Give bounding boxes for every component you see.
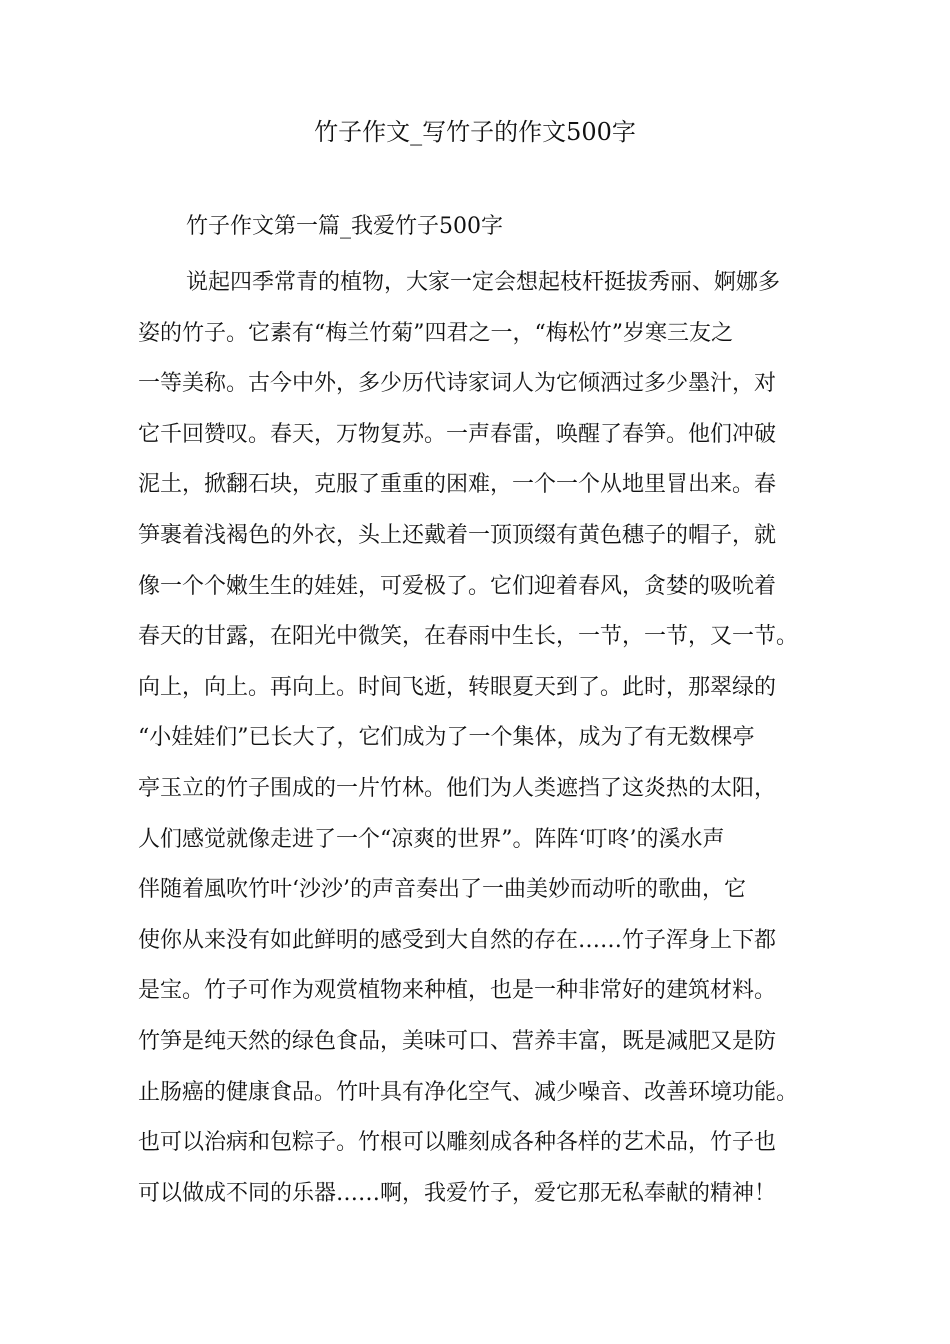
- essay-paragraph: [138, 258, 838, 1219]
- paragraph-line: 是宝。竹子可作为观赏植物来种植，也是一种非常好的建筑材料。: [138, 978, 777, 1004]
- paragraph-line: 使你从来没有如此鲜明的感受到大自然的存在……竹子浑身上下都: [138, 927, 777, 953]
- paragraph-line: 人们感觉就像走进了一个“凉爽的世界”。阵阵‘叮咚’的溪水声: [138, 826, 725, 852]
- paragraph-line: 竹笋是纯天然的绿色食品，美味可口、营养丰富，既是减肥又是防: [138, 1028, 777, 1054]
- paragraph-line: “小娃娃们”已长大了，它们成为了一个集体，成为了有无数棵亭: [138, 725, 755, 751]
- paragraph-line: 伴随着風吹竹叶‘沙沙’的声音奏出了一曲美妙而动听的歌曲，它: [138, 877, 746, 903]
- paragraph-line: 向上，向上。再向上。时间飞逝，转眼夏天到了。此时，那翠绿的: [138, 674, 777, 700]
- paragraph-line: 泥土，掀翻石块，克服了重重的困难，一个一个从地里冒出来。春: [138, 472, 777, 498]
- paragraph-line: 亭玉立的竹子围成的一片竹林。他们为人类遮挡了这炎热的太阳，: [138, 775, 777, 801]
- paragraph-line: 姿的竹子。它素有“梅兰竹菊”四君之一，“梅松竹”岁寒三友之: [138, 320, 733, 346]
- paragraph-line: 一等美称。古今中外，多少历代诗家词人为它倾洒过多少墨汁，对: [138, 371, 777, 397]
- paragraph-line: 可以做成不同的乐器……啊，我爱竹子，爱它那无私奉献的精神！: [138, 1180, 777, 1206]
- paragraph-line: 也可以治病和包粽子。竹根可以雕刻成各种各样的艺术品，竹子也: [138, 1130, 777, 1156]
- paragraph-line: 它千回赞叹。春天，万物复苏。一声春雷，唤醒了春笋。他们冲破: [138, 421, 777, 447]
- paragraph-line: 说起四季常青的植物，大家一定会想起枝杆挺拔秀丽、婀娜多: [186, 270, 781, 295]
- paragraph-line: 春天的甘露，在阳光中微笑，在春雨中生长，一节，一节，又一节。: [138, 624, 799, 650]
- paragraph-line: 止肠癌的健康食品。竹叶具有净化空气、减少噪音、改善环境功能。: [138, 1079, 799, 1105]
- section-heading: 竹子作文第一篇_我爱竹子500字: [186, 214, 503, 239]
- paragraph-line: 像一个个嫩生生的娃娃，可爱极了。它们迎着春风，贪婪的吸吮着: [138, 573, 777, 599]
- paragraph-line: 笋裹着浅褐色的外衣，头上还戴着一顶顶缀有黄色穗子的帽子，就: [138, 522, 777, 548]
- document-title: 竹子作文_写竹子的作文500字: [314, 118, 636, 146]
